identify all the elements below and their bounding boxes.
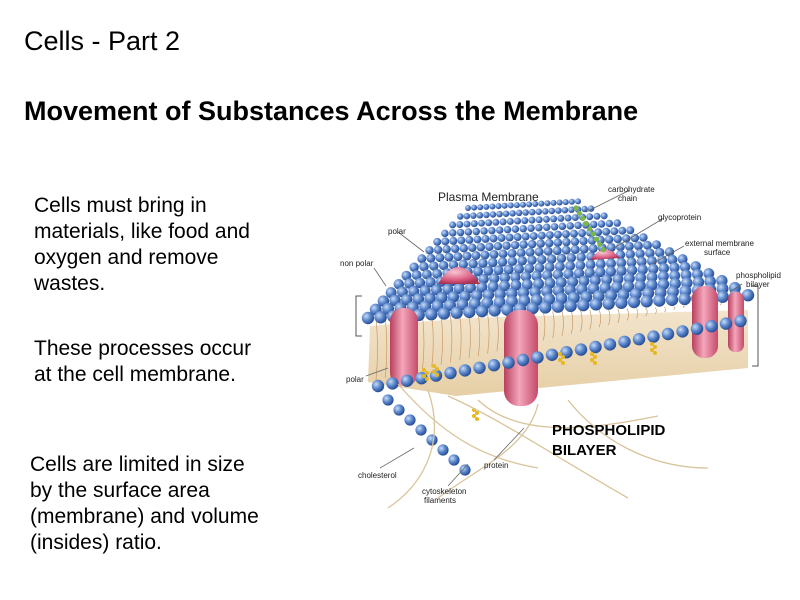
cholesterol-molecule	[475, 417, 479, 421]
phospholipid-head	[577, 299, 589, 311]
phospholipid-head	[465, 236, 473, 244]
carbohydrate-unit	[601, 247, 606, 252]
carbohydrate-unit	[580, 216, 585, 221]
phospholipid-head	[425, 246, 433, 254]
phospholipid-head	[457, 213, 463, 219]
phospholipid-head	[647, 330, 659, 342]
phospholipid-head	[640, 295, 652, 307]
phospholipid-head	[460, 244, 468, 252]
phospholipid-head	[639, 233, 647, 241]
phospholipid-head	[438, 307, 450, 319]
phospholipid-head	[705, 320, 717, 332]
phospholipid-head	[546, 231, 554, 239]
phospholipid-head	[433, 238, 441, 246]
phospholipid-head	[473, 362, 485, 374]
phospholipid-head	[490, 234, 498, 242]
phospholipid-head	[506, 234, 514, 242]
phospholipid-head	[545, 239, 553, 247]
label-cytoskeleton-filaments: cytoskeleton filaments	[422, 487, 467, 505]
phospholipid-head	[441, 230, 448, 237]
phospholipid-head	[372, 380, 384, 392]
slide-title: Cells - Part 2	[24, 26, 181, 56]
phospholipid-head	[517, 248, 526, 257]
phospholipid-head	[509, 210, 515, 216]
phospholipid-head	[564, 300, 576, 312]
phospholipid-head	[538, 232, 546, 240]
phospholipid-head	[473, 235, 481, 243]
phospholipid-head	[547, 254, 556, 263]
phospholipid-head	[386, 377, 398, 389]
phospholipid-head	[499, 249, 508, 258]
phospholipid-head	[462, 252, 471, 261]
phospholipid-head	[496, 203, 502, 209]
carbohydrate-unit	[590, 231, 595, 236]
phospholipid-head	[471, 205, 477, 211]
cholesterol-molecule	[435, 373, 439, 377]
phospholipid-head	[544, 200, 550, 206]
cholesterol-molecule	[558, 358, 562, 362]
phospholipid-head	[634, 241, 643, 250]
phospholipid-head	[494, 242, 502, 250]
phospholipid-head	[511, 241, 519, 249]
phospholipid-head	[500, 218, 507, 225]
phospholipid-head	[618, 336, 630, 348]
cholesterol-molecule	[561, 355, 565, 359]
phospholipid-head	[470, 212, 476, 218]
phospholipid-head	[374, 311, 386, 323]
phospholipid-head	[666, 294, 678, 306]
phospholipid-head	[562, 238, 570, 246]
cholesterol-molecule	[593, 355, 597, 359]
label-glycoprotein: glycoprotein	[658, 213, 702, 222]
carbohydrate-unit	[597, 242, 602, 247]
diagram-title: Plasma Membrane	[438, 190, 539, 204]
phospholipid-head	[529, 217, 536, 224]
phospholipid-head	[734, 315, 746, 327]
phospholipid-head	[563, 199, 569, 205]
phospholipid-head	[613, 219, 620, 226]
label-protein: protein	[484, 461, 509, 470]
phospholipid-head	[453, 252, 462, 261]
phospholipid-head	[554, 238, 562, 246]
phospholipid-head	[514, 218, 521, 225]
phospholipid-head	[464, 213, 470, 219]
phospholipid-head	[449, 221, 456, 228]
paragraph-line: oxygen and remove	[34, 246, 219, 269]
phospholipid-head	[492, 219, 499, 226]
phospholipid-head	[504, 226, 511, 233]
phospholipid-head	[437, 444, 448, 455]
phospholipid-head	[543, 216, 550, 223]
cholesterol-molecule	[422, 368, 426, 372]
phospholipid-head	[605, 235, 613, 243]
phospholipid-head	[559, 223, 566, 230]
phospholipid-head	[598, 220, 605, 227]
phospholipid-head	[468, 244, 476, 252]
phospholipid-head	[464, 221, 471, 228]
phospholipid-head	[530, 232, 538, 240]
phospholipid-head	[476, 305, 488, 317]
phospholipid-head	[551, 200, 557, 206]
phospholipid-head	[562, 207, 568, 213]
phospholipid-head	[643, 241, 652, 250]
phospholipid-head	[557, 200, 563, 206]
phospholipid-head	[362, 312, 374, 324]
phospholipid-head	[472, 251, 481, 260]
phospholipid-head	[516, 210, 522, 216]
phospholipid-head	[575, 198, 581, 204]
paragraph-line: Cells must bring in	[34, 194, 207, 217]
carbohydrate-unit	[594, 237, 599, 242]
cholesterol-molecule	[435, 367, 439, 371]
cholesterol-molecule	[653, 351, 657, 355]
label-polar-top: polar	[388, 227, 406, 236]
phospholipid-head	[571, 237, 579, 245]
phospholipid-head	[441, 237, 449, 245]
phospholipid-head	[554, 231, 562, 239]
phospholipid-head	[626, 226, 634, 234]
phospholipid-head	[586, 213, 593, 220]
phospholipid-head	[485, 242, 493, 250]
phospholipid-head	[404, 414, 415, 425]
phospholipid-head	[653, 294, 665, 306]
caption-line: PHOSPHOLIPID	[552, 422, 666, 439]
protein-channel	[390, 308, 418, 386]
cholesterol-molecule	[650, 342, 654, 346]
cholesterol-molecule	[650, 348, 654, 352]
paragraph-size-limits	[30, 452, 259, 556]
phospholipid-head	[535, 224, 542, 231]
phospholipid-head	[520, 225, 527, 232]
phospholipid-head	[477, 204, 483, 210]
phospholipid-head	[426, 434, 437, 445]
phospholipid-head	[557, 215, 564, 222]
lipid-tail	[674, 307, 676, 310]
phospholipid-head	[488, 304, 500, 316]
phospholipid-head	[444, 253, 453, 262]
caption-line: BILAYER	[552, 442, 617, 459]
phospholipid-head	[456, 221, 463, 228]
phospholipid-head	[662, 328, 674, 340]
phospholipid-head	[574, 222, 581, 229]
phospholipid-head	[562, 246, 571, 255]
phospholipid-head	[562, 230, 570, 238]
cholesterol-molecule	[590, 358, 594, 362]
phospholipid-head	[480, 227, 487, 234]
phospholipid-head	[631, 234, 639, 242]
phospholipid-head	[514, 233, 522, 241]
cholesterol-molecule	[561, 361, 565, 365]
phospholipid-head	[527, 224, 534, 231]
phospholipid-head	[571, 245, 580, 254]
phospholipid-head	[557, 254, 566, 263]
phospholipid-head	[517, 354, 529, 366]
phospholipid-head	[569, 199, 575, 205]
phospholipid-head	[610, 227, 618, 235]
phospholipid-head	[459, 364, 471, 376]
phospholipid-head	[531, 351, 543, 363]
carbohydrate-unit	[573, 205, 578, 210]
phospholipid-head	[382, 394, 393, 405]
phospholipid-head	[529, 209, 535, 215]
phospholipid-head	[565, 215, 572, 222]
phospholipid-head	[589, 341, 601, 353]
phospholipid-head	[488, 258, 497, 267]
carbohydrate-unit	[577, 211, 582, 216]
phospholipid-head	[502, 241, 510, 249]
phospholipid-head	[589, 244, 598, 253]
phospholipid-head	[628, 296, 640, 308]
phospholipid-head	[425, 308, 437, 320]
paragraph-line: at the cell membrane.	[34, 363, 236, 386]
phospholipid-head	[477, 212, 483, 218]
phospholipid-head	[417, 254, 426, 263]
phospholipid-head	[465, 205, 471, 211]
phospholipid-head	[477, 243, 485, 251]
phospholipid-head	[448, 454, 459, 465]
phospholipid-head	[606, 220, 613, 227]
phospholipid-head	[459, 464, 470, 475]
phospholipid-head	[496, 211, 502, 217]
phospholipid-head	[615, 297, 627, 309]
phospholipid-head	[536, 209, 542, 215]
cholesterol-molecule	[590, 352, 594, 356]
paragraph-processes	[34, 336, 251, 388]
cholesterol-molecule	[472, 414, 476, 418]
phospholipid-head	[528, 240, 536, 248]
phospholipid-head	[601, 212, 608, 219]
phospholipid-head	[496, 226, 503, 233]
phospholipid-head	[720, 317, 732, 329]
phospholipid-head	[485, 219, 492, 226]
phospholipid-head	[489, 204, 495, 210]
phospholipid-head	[542, 208, 548, 214]
phospholipid-head	[488, 227, 495, 234]
phospholipid-head	[490, 211, 496, 217]
phospholipid-head	[539, 301, 551, 313]
phospholipid-head	[550, 215, 557, 222]
phospholipid-head	[551, 223, 558, 230]
cholesterol-molecule	[475, 411, 479, 415]
paragraph-line: by the surface area	[30, 479, 210, 502]
phospholipid-head	[449, 237, 457, 245]
phospholipid-head	[566, 222, 573, 229]
phospholipid-head	[552, 300, 564, 312]
phospholipid-head	[676, 325, 688, 337]
phospholipid-head	[519, 240, 527, 248]
phospholipid-head	[526, 248, 535, 257]
cholesterol-molecule	[432, 370, 436, 374]
phospholipid-head	[450, 306, 462, 318]
phospholipid-head	[535, 247, 544, 256]
label-phospholipid-bilayer: phospholipid bilayer	[736, 271, 781, 289]
phospholipid-head	[498, 234, 506, 242]
label-non-polar: non polar	[340, 259, 374, 268]
phospholipid-head	[508, 249, 517, 258]
phospholipid-head	[457, 236, 465, 244]
phospholipid-head	[465, 228, 472, 235]
phospholipid-head	[578, 229, 586, 237]
cholesterol-molecule	[558, 352, 562, 356]
phospholipid-head	[553, 246, 562, 255]
label-external-membrane-surface: external membrane surface	[685, 239, 754, 257]
phospholipid-head	[590, 298, 602, 310]
phospholipid-head	[716, 291, 728, 303]
phospholipid-head	[498, 257, 507, 266]
cholesterol-molecule	[425, 371, 429, 375]
phospholipid-head	[555, 207, 561, 213]
label-polar-bottom: polar	[346, 375, 364, 384]
phospholipid-head	[618, 227, 626, 235]
carbohydrate-unit	[587, 226, 592, 231]
phospholipid-head	[473, 228, 480, 235]
phospholipid-head	[393, 404, 404, 415]
phospholipid-head	[691, 323, 703, 335]
phospholipid-head	[521, 217, 528, 224]
phospholipid-head	[481, 251, 490, 260]
phospholipid-head	[536, 216, 543, 223]
phospholipid-head	[602, 228, 610, 236]
paragraph-line: wastes.	[34, 272, 106, 295]
phospholipid-head	[625, 242, 634, 251]
phospholipid-head	[604, 338, 616, 350]
bilayer-caption	[552, 421, 665, 461]
phospholipid-head	[602, 297, 614, 309]
phospholipid-head	[401, 375, 413, 387]
phospholipid-head	[633, 333, 645, 345]
phospholipid-head	[613, 235, 621, 243]
phospholipid-head	[503, 210, 509, 216]
phospholipid-head	[546, 349, 558, 361]
label-cholesterol: cholesterol	[358, 471, 397, 480]
paragraph-intake	[34, 193, 250, 297]
phospholipid-head	[575, 343, 587, 355]
phospholipid-head	[522, 233, 530, 241]
paragraph-line: Cells are limited in size	[30, 453, 245, 476]
phospholipid-head	[478, 220, 485, 227]
slide-heading: Movement of Substances Across the Membrane	[24, 96, 639, 126]
phospholipid-head	[570, 230, 578, 238]
phospholipid-head	[434, 246, 442, 254]
phospholipid-head	[488, 359, 500, 371]
phospholipid-head	[457, 229, 464, 236]
phospholipid-head	[538, 201, 544, 207]
paragraph-line: (membrane) and volume	[30, 505, 259, 528]
phospholipid-head	[580, 245, 589, 254]
cholesterol-molecule	[432, 364, 436, 368]
phospholipid-head	[593, 213, 600, 220]
phospholipid-head	[463, 306, 475, 318]
lipid-tail	[664, 307, 666, 312]
paragraph-line: materials, like food and	[34, 220, 250, 243]
cholesterol-molecule	[425, 377, 429, 381]
phospholipid-head	[483, 204, 489, 210]
phospholipid-head	[415, 424, 426, 435]
phospholipid-head	[490, 250, 499, 259]
phospholipid-head	[537, 239, 545, 247]
phospholipid-head	[507, 218, 514, 225]
phospholipid-head	[471, 220, 478, 227]
cholesterol-molecule	[593, 361, 597, 365]
phospholipid-head	[549, 208, 555, 214]
phospholipid-head	[522, 209, 528, 215]
phospholipid-head	[449, 229, 456, 236]
phospholipid-head	[483, 212, 489, 218]
plasma-membrane-diagram	[328, 168, 781, 520]
phospholipid-head	[678, 293, 690, 305]
phospholipid-head	[543, 224, 550, 231]
label-carbohydrate-chain: carbohydrate chain	[608, 185, 655, 203]
phospholipid-head	[442, 245, 450, 253]
phospholipid-head	[579, 237, 587, 245]
cholesterol-molecule	[653, 345, 657, 349]
paragraph-line: (insides) ratio.	[30, 531, 162, 554]
phospholipid-head	[482, 235, 490, 243]
phospholipid-head	[512, 225, 519, 232]
lipid-tail	[683, 306, 685, 307]
paragraph-line: These processes occur	[34, 337, 252, 360]
phospholipid-head	[444, 367, 456, 379]
carbohydrate-unit	[584, 221, 589, 226]
phospholipid-head	[451, 245, 459, 253]
cholesterol-molecule	[422, 374, 426, 378]
phospholipid-head	[502, 356, 514, 368]
